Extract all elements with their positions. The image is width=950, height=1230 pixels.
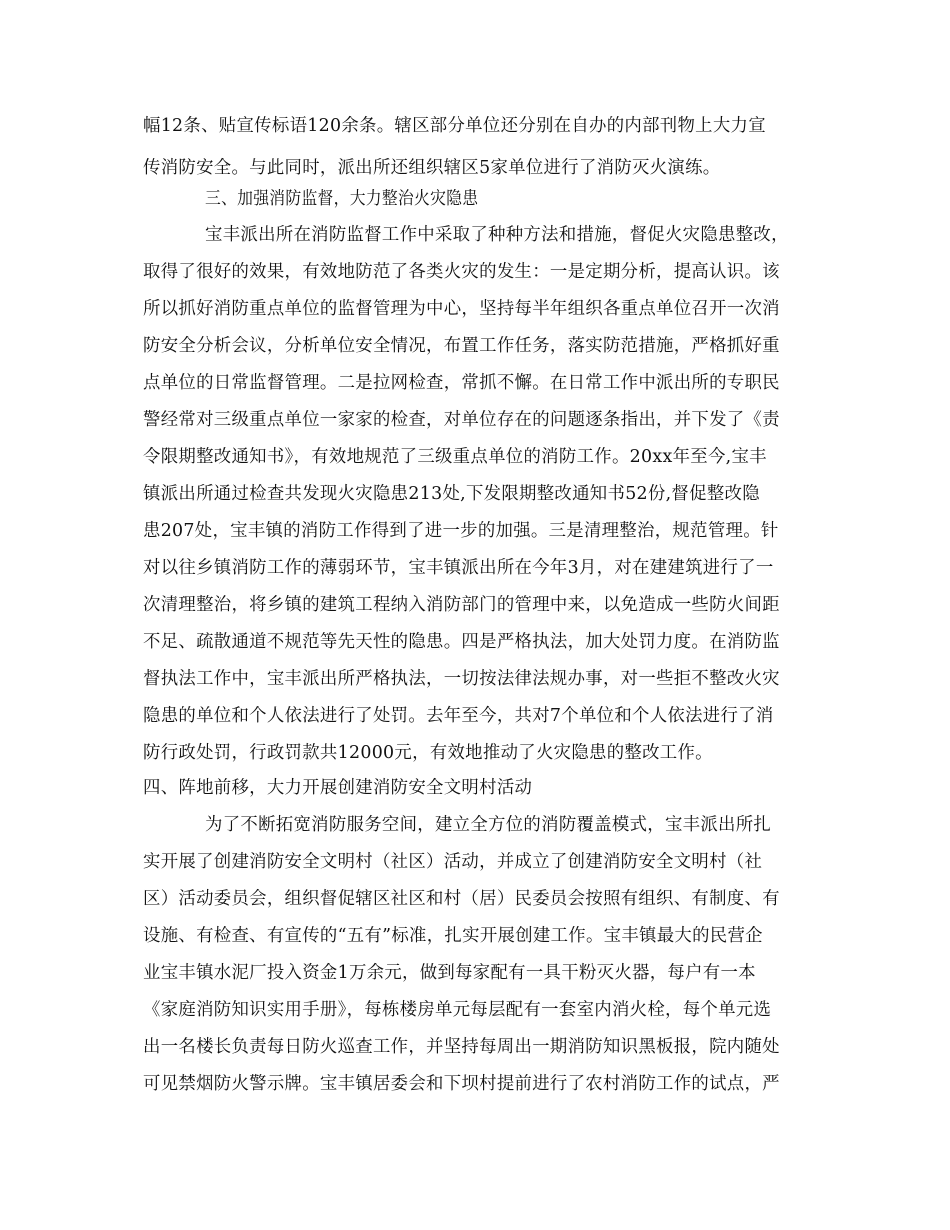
body-text-line: 传消防安全。与此同时，派出所还组织辖区5家单位进行了消防灭火演练。 <box>143 158 721 178</box>
body-text-line: 患207处，宝丰镇的消防工作得到了进一步的加强。三是清理整治，规范管理。针 <box>143 521 779 541</box>
body-text-line: 《家庭消防知识实用手册》，每栋楼房单元每层配有一套室内消火栓，每个单元选 <box>143 1000 772 1020</box>
body-text-line: 可见禁烟防火警示牌。宝丰镇居委会和下坝村提前进行了农村消防工作的试点，严 <box>143 1074 780 1094</box>
paragraph-first-line: 宝丰派出所在消防监督工作中采取了种种方法和措施，督促火灾隐患整改， <box>205 225 789 245</box>
body-text-line: 所以抓好消防重点单位的监督管理为中心，坚持每半年组织各重点单位召开一次消 <box>143 299 780 319</box>
body-text-line: 防安全分析会议，分析单位安全情况，布置工作任务，落实防范措施，严格抓好重 <box>143 336 780 356</box>
section-heading-4: 四、阵地前移，大力开展创建消防安全文明村活动 <box>143 778 533 798</box>
body-text-line: 对以往乡镇消防工作的薄弱环节，宝丰镇派出所在今年3月，对在建建筑进行了一 <box>143 558 774 578</box>
body-text-line: 取得了很好的效果，有效地防范了各类火灾的发生：一是定期分析，提高认识。该 <box>143 262 780 282</box>
body-text-line: 警经常对三级重点单位一家家的检查，对单位存在的问题逐条指出，并下发了《责 <box>143 410 780 430</box>
body-text-line: 镇派出所通过检查共发现火灾隐患213处,下发限期整改通知书52份,督促整改隐 <box>143 484 760 504</box>
body-text-line: 业宝丰镇水泥厂投入资金1万余元，做到每家配有一具干粉灭火器，每户有一本 <box>143 963 756 983</box>
body-text-line: 督执法工作中，宝丰派出所严格执法，一切按法律法规办事，对一些拒不整改火灾 <box>143 669 780 689</box>
body-text-line: 不足、疏散通道不规范等先天性的隐患。四是严格执法，加大处罚力度。在消防监 <box>143 632 780 652</box>
body-text-line: 设施、有检查、有宣传的“五有”标准，扎实开展创建工作。宝丰镇最大的民营企 <box>143 926 763 946</box>
body-text-line: 区）活动委员会，组织督促辖区社区和村（居）民委员会按照有组织、有制度、有 <box>143 889 780 909</box>
body-text-line: 幅12条、贴宣传标语120余条。辖区部分单位还分别在自办的内部刊物上大力宣 <box>143 116 766 136</box>
body-text-line: 实开展了创建消防安全文明村（社区）活动，并成立了创建消防安全文明村（社 <box>143 852 763 872</box>
body-text-line: 次清理整治，将乡镇的建筑工程纳入消防部门的管理中来，以免造成一些防火间距 <box>143 595 780 615</box>
body-text-line: 防行政处罚，行政罚款共12000元，有效地推动了火灾隐患的整改工作。 <box>143 743 713 763</box>
body-text-line: 令限期整改通知书》，有效地规范了三级重点单位的消防工作。20xx年至今,宝丰 <box>143 447 767 467</box>
body-text-line: 出一名楼长负责每日防火巡查工作，并坚持每周出一期消防知识黑板报，院内随处 <box>143 1037 780 1057</box>
paragraph-first-line: 为了不断拓宽消防服务空间，建立全方位的消防覆盖模式，宝丰派出所扎 <box>205 815 772 835</box>
body-text-line: 点单位的日常监督管理。二是拉网检查，常抓不懈。在日常工作中派出所的专职民 <box>143 373 780 393</box>
body-text-line: 隐患的单位和个人依法进行了处罚。去年至今，共对7个单位和个人依法进行了消 <box>143 706 774 726</box>
section-heading-3: 三、加强消防监督，大力整治火灾隐患 <box>205 189 479 209</box>
